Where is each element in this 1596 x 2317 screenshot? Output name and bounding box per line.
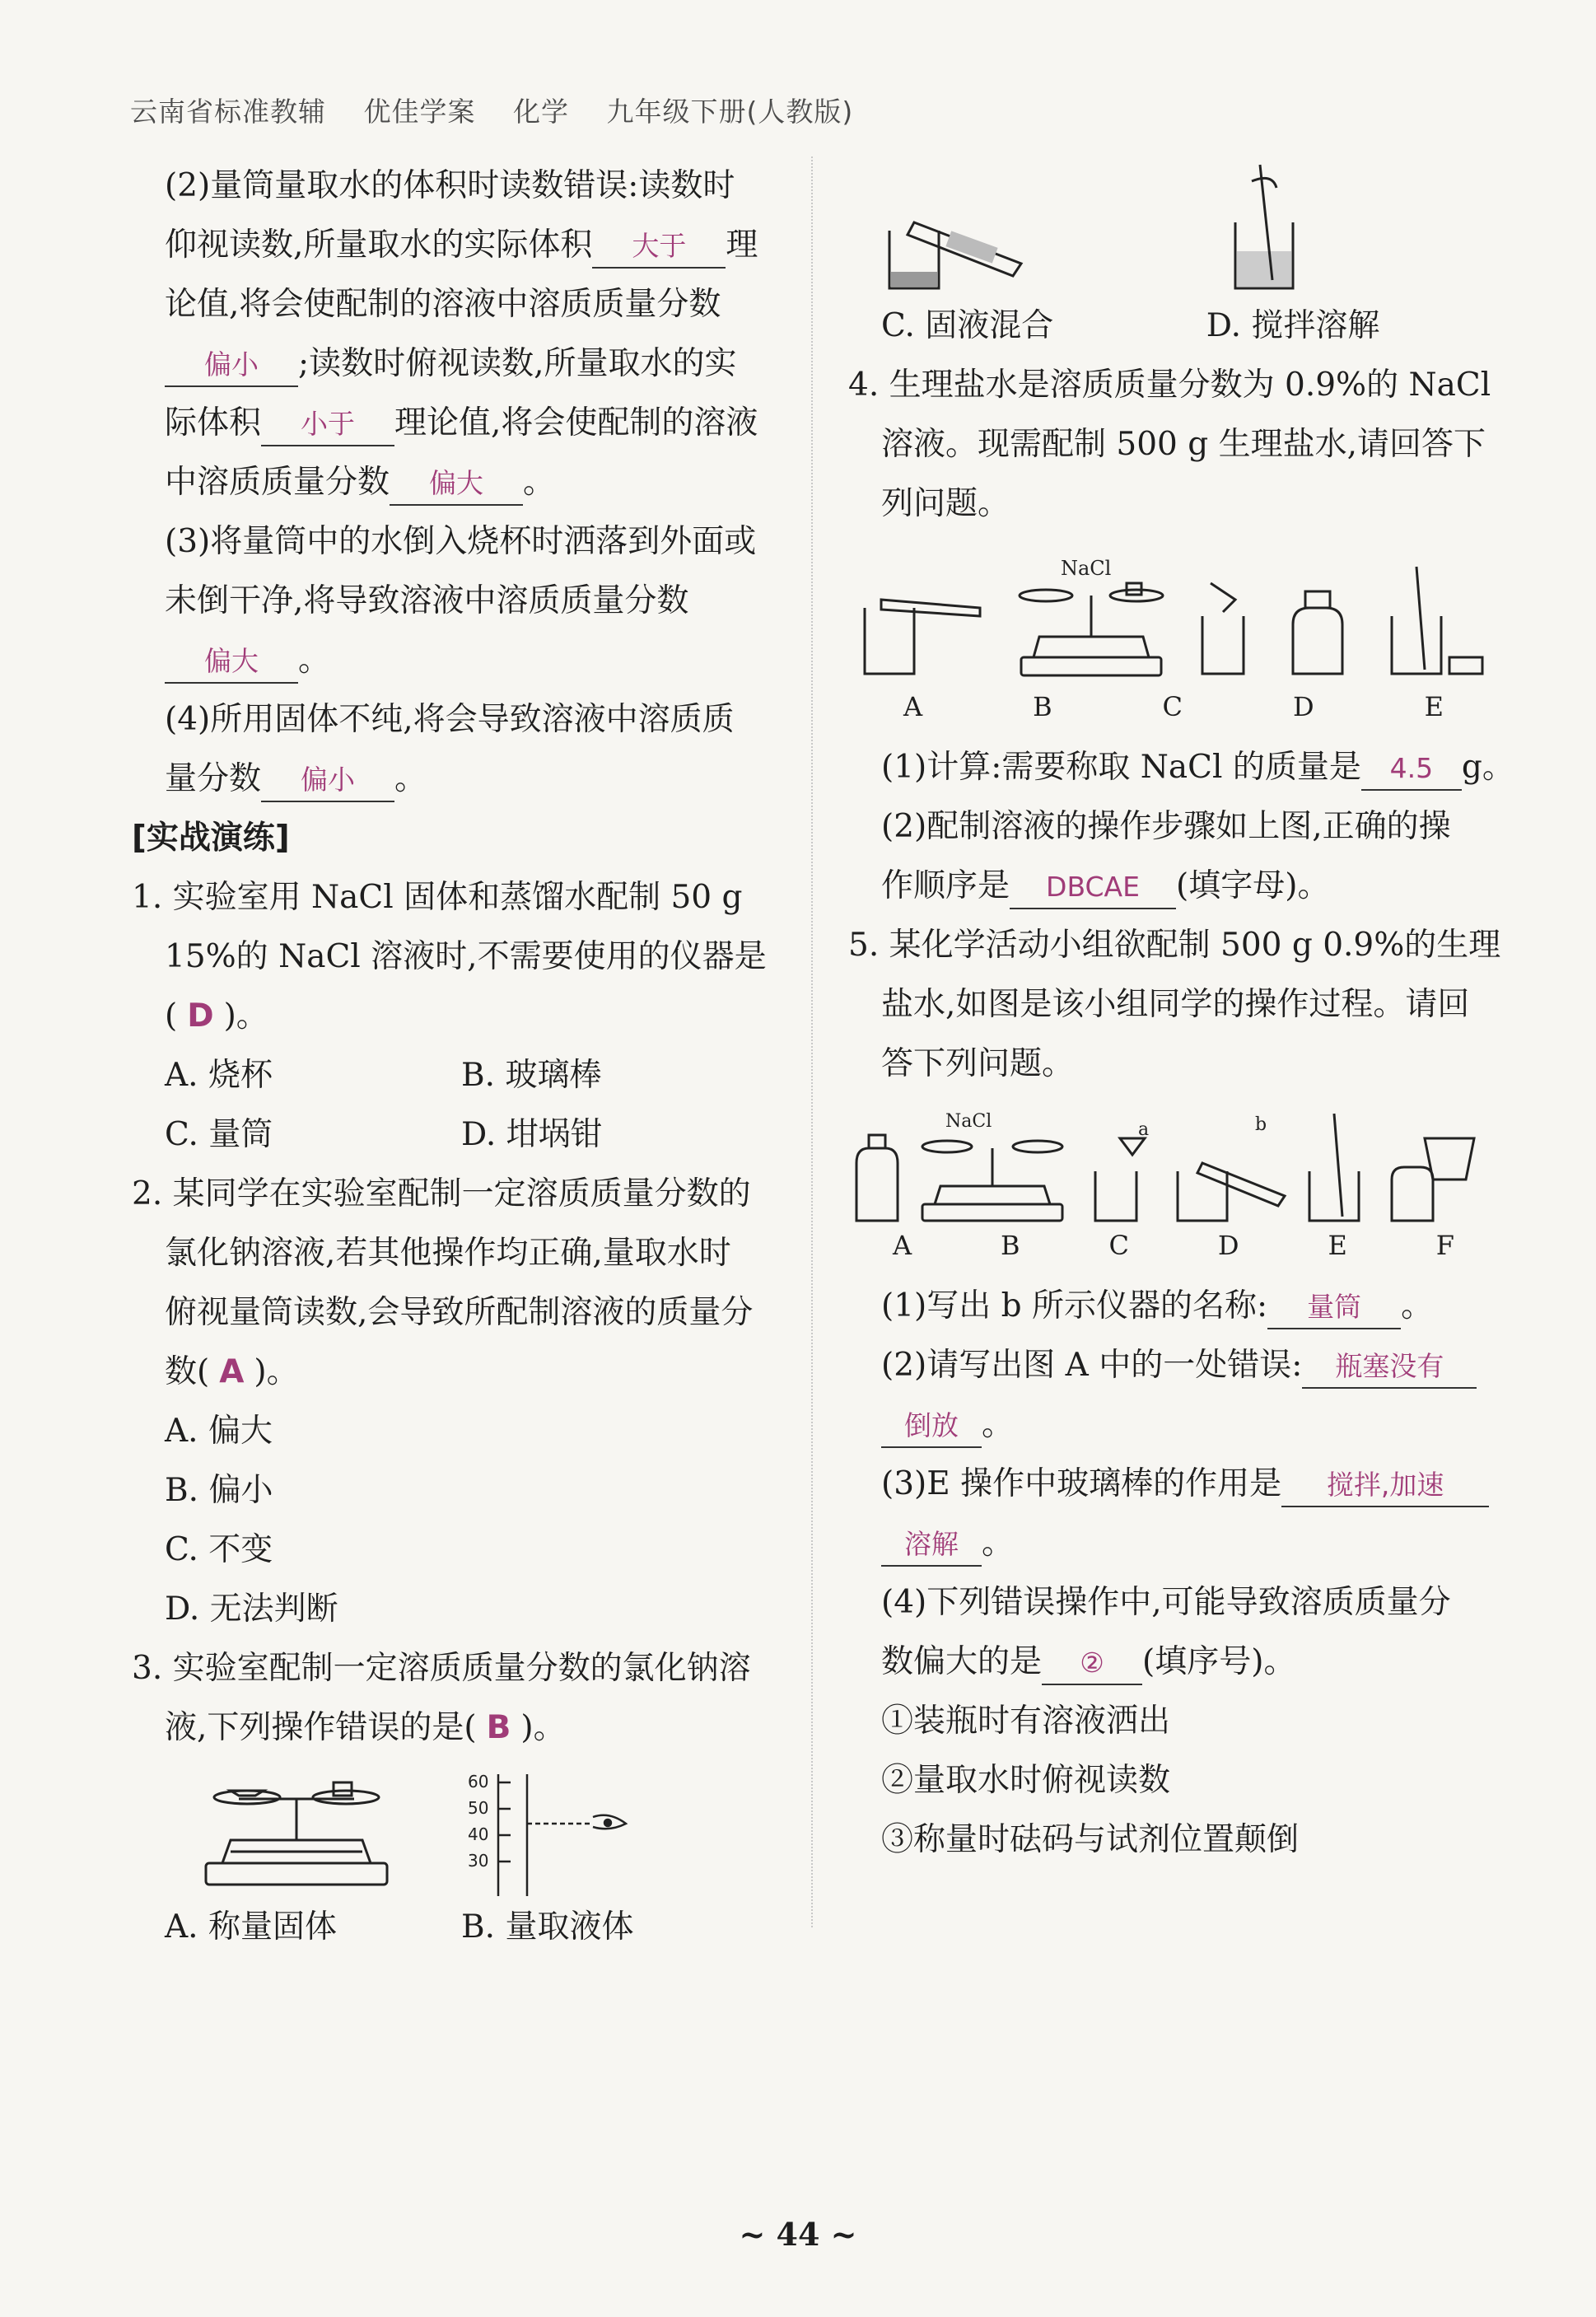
answer-blank: 偏大 [390,463,523,506]
q4-line1: 4. 生理盐水是溶质质量分数为 0.9%的 NaCl [848,367,1491,404]
q4-line3: 列问题。 [881,485,1010,522]
q5-item: ①装瓶时有溶液洒出 [881,1703,1171,1740]
answer-blank: 溶解 [881,1524,982,1567]
text: ( [165,997,178,1035]
q1-line3 [132,987,791,1046]
q4-sub2-line1: (2)配制溶液的操作步骤如上图,正确的操 [881,808,1451,845]
answer-blank: 偏小 [165,344,298,387]
step-label: A [892,1230,912,1261]
option: A. 烧杯 [165,1057,273,1094]
tick-label: 30 [468,1851,489,1871]
step-e-beaker-stir-icon [1309,1114,1359,1221]
answer-blank: 大于 [592,226,726,269]
q3-line2 [132,1698,791,1758]
cylinder-tick-labels [468,1772,488,1871]
text: g。 [1461,749,1514,786]
step-a-bottle-icon [856,1135,898,1221]
choice-answer: B [486,1709,511,1746]
text: ;读数时俯视读数,所量取水的实 [298,345,737,382]
step-label: C [1108,1230,1129,1261]
step-label: D [1217,1230,1239,1261]
option: A. 偏大 [165,1413,273,1450]
q5-line1: 5. 某化学活动小组欲配制 500 g 0.9%的生理 [848,927,1501,964]
figure-caption-c: C. 固液混合 [881,307,1054,344]
p3-line3 [132,631,791,690]
text: 仰视读数,所量取水的实际体积 [165,227,593,264]
measuring-cylinder-icon [498,1774,626,1896]
text: 。 [523,464,556,501]
tick-label: 40 [468,1824,489,1844]
text: (3)E 操作中玻璃棒的作用是 [881,1465,1282,1502]
answer-blank: 偏大 [165,641,298,684]
answer-blank: DBCAE [1010,867,1176,909]
step-c-beaker-icon [1095,1138,1145,1221]
figure-caption-b: B. 量取液体 [461,1908,634,1946]
step-label: E [1328,1230,1347,1261]
text: 际体积 [165,404,262,441]
text: )。 [254,1353,299,1390]
option: B. 玻璃棒 [461,1057,602,1094]
p4-line2 [132,750,791,809]
header-book: 优佳学案 [363,96,476,128]
question-3 [132,1639,791,1955]
option: B. 偏小 [165,1472,273,1509]
question-1 [132,868,791,1165]
text: )。 [520,1709,566,1746]
option: C. 不变 [165,1531,273,1568]
option: D. 坩埚钳 [461,1116,603,1153]
tick-label: 50 [468,1798,489,1818]
part-3 [132,512,791,690]
text: 。 [298,642,331,679]
q3-line1: 3. 实验室配制一定溶质质量分数的氯化钠溶 [132,1650,751,1687]
balance-icon [206,1782,387,1885]
tag-b-label: b [1255,1114,1267,1135]
text: 理论值,将会使配制的溶液 [394,404,758,441]
answer-blank: 量筒 [1267,1287,1401,1329]
option: D. 无法判断 [165,1591,338,1628]
q2-line3: 俯视量筒读数,会导致所配制溶液的质量分 [165,1294,754,1331]
q5-sub4-line2 [848,1633,1499,1692]
q3-figures-ab [132,1766,791,1955]
nacl-label: NaCl [1061,557,1112,580]
header-subject: 化学 [513,96,569,128]
q4-line2: 溶液。现需配制 500 g 生理盐水,请回答下 [881,426,1486,463]
balance-and-cylinder-illustration [132,1766,791,1898]
step-label: B [1033,691,1052,722]
text: 。 [982,1406,1015,1443]
q4-procedure-illustration [848,550,1491,690]
q5-item: ③称量时砝码与试剂位置颠倒 [881,1821,1300,1858]
section-heading: [实战演练] [132,820,290,857]
q2-line2: 氯化钠溶液,若其他操作均正确,量取水时 [165,1235,731,1272]
question-5 [848,916,1499,1870]
p3-line2: 未倒干净,将导致溶液中溶质质量分数 [165,582,689,619]
step-b-balance-icon [922,1141,1062,1221]
q5-sub3-line2 [848,1514,1499,1573]
q1-line2: 15%的 NaCl 溶液时,不需要使用的仪器是 [165,938,767,975]
text: (填序号)。 [1142,1643,1296,1680]
q5-figure [848,1105,1499,1262]
answer-blank: 搅拌,加速 [1281,1464,1489,1507]
step-label: E [1424,691,1444,722]
beaker-stir-icon [1235,165,1293,288]
text: 。 [982,1525,1015,1562]
step-label: C [1162,691,1183,722]
step-d-beaker-icon [1178,1163,1285,1221]
text: 数偏大的是 [881,1643,1043,1680]
step-label: A [903,691,923,722]
p4-line1: (4)所用固体不纯,将会导致溶液中溶质质 [165,701,735,738]
text: 作顺序是 [881,867,1010,904]
q4-sub1 [848,738,1514,797]
text: 。 [1401,1287,1434,1324]
p2-line2 [132,216,791,275]
text: 液,下列操作错误的是( [165,1709,477,1746]
header-grade: 九年级下册(人教版) [606,96,854,128]
answer-blank: 倒放 [881,1405,982,1448]
answer-blank: 偏小 [261,759,394,802]
text: (1)计算:需要称取 NaCl 的质量是 [881,749,1361,786]
q5-sub1 [848,1277,1499,1336]
text: (填字母)。 [1176,867,1330,904]
mixing-illustration [848,156,1491,297]
choice-answer: A [219,1353,245,1390]
text: (1)写出 b 所示仪器的名称: [881,1287,1268,1324]
part-4 [132,690,791,809]
step-label: D [1293,691,1314,722]
q2-line4 [132,1343,791,1402]
p2-line4 [132,334,791,394]
text: )。 [223,997,268,1035]
text: 理 [726,227,758,264]
q5-sub2-line1 [848,1336,1499,1395]
text: 。 [394,760,427,797]
step-a-beaker-icon [865,600,980,674]
step-f-bottle-icon [1392,1138,1474,1221]
text: 量分数 [165,760,262,797]
choice-answer: D [187,997,214,1035]
part-2 [132,156,791,512]
tick-label: 60 [468,1772,489,1791]
q4-figure [848,550,1499,723]
q1-line1: 1. 实验室用 NaCl 固体和蒸馏水配制 50 g [132,879,743,916]
text: 中溶质质量分数 [165,464,390,501]
q5-sub2-line2 [848,1395,1499,1455]
step-e-beaker-stir-icon [1392,567,1482,674]
q3-figure-captions-cd [848,297,1499,356]
q5-line2: 盐水,如图是该小组同学的操作过程。请回 [881,986,1470,1023]
answer-blank: 瓶塞没有 [1302,1346,1477,1389]
q5-sub4-line1: (4)下列错误操作中,可能导致溶质质量分 [881,1584,1451,1621]
q5-step-labels [848,1229,1499,1262]
text: 数( [165,1353,210,1390]
q3-figure-captions [132,1898,791,1957]
step-label: B [1001,1230,1020,1261]
right-column [848,156,1514,1870]
answer-blank: 4.5 [1361,748,1462,791]
step-b-balance-icon [1020,583,1163,675]
step-label: F [1435,1230,1454,1261]
p2-line1: (2)量筒量取水的体积时读数错误:读数时 [165,167,735,204]
p2-line3: 论值,将会使配制的溶液中溶质质量分数 [165,286,721,323]
option: C. 量筒 [165,1116,273,1153]
beaker-pour-icon [889,222,1021,288]
header-series: 云南省标准教辅 [130,96,326,128]
figure-caption-a: A. 称量固体 [165,1908,337,1946]
q5-line3: 答下列问题。 [881,1045,1075,1082]
answer-blank: 小于 [261,404,394,446]
q4-step-labels [848,690,1499,723]
answer-blank: ② [1042,1642,1142,1685]
nacl-label: NaCl [945,1111,992,1132]
tag-a-label: a [1138,1119,1150,1140]
page-header [130,91,881,129]
question-4 [848,356,1514,916]
text: (2)请写出图 A 中的一处错误: [881,1347,1303,1384]
page-number: ~ 44 ~ [739,2216,857,2253]
q5-sub3-line1 [848,1455,1499,1514]
step-c-beaker-icon [1202,583,1244,674]
q2-line1: 2. 某同学在实验室配制一定溶质质量分数的 [132,1175,751,1212]
column-divider [811,156,813,1927]
left-column [132,156,791,1955]
step-d-bottle-icon [1293,591,1342,674]
p3-line1: (3)将量筒中的水倒入烧杯时洒落到外面或 [165,523,757,560]
q1-options-row2 [132,1105,791,1165]
p2-line6 [132,453,791,512]
question-2 [132,1165,791,1639]
q3-figures-cd [848,156,1499,356]
q4-sub2-line2 [848,857,1499,916]
q1-options-row1 [132,1046,791,1105]
figure-caption-d: D. 搅拌溶解 [1206,307,1380,344]
p2-line5 [132,394,791,453]
q5-item: ②量取水时俯视读数 [881,1762,1171,1799]
q5-procedure-illustration [848,1105,1491,1229]
